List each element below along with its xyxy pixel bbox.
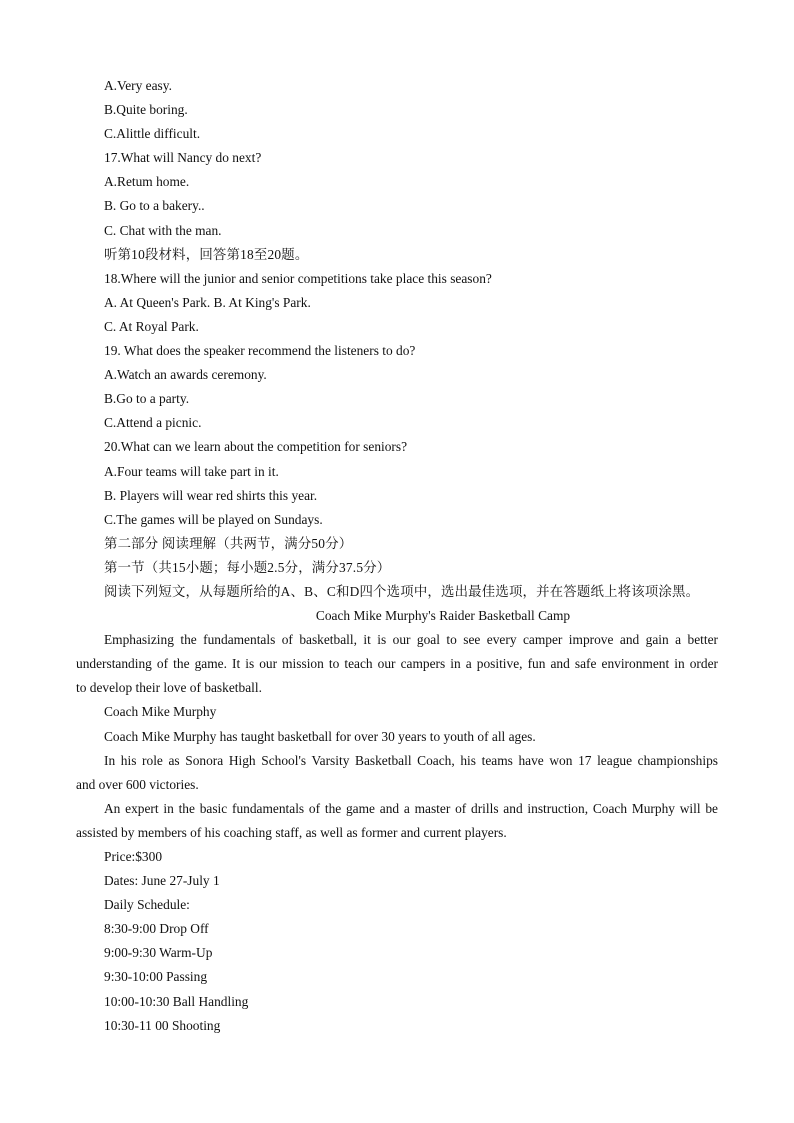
paragraph-line: and over 600 victories.: [76, 776, 199, 792]
coach-heading: Coach Mike Murphy: [104, 704, 217, 720]
option-line: C.Alittle difficult.: [104, 126, 201, 142]
paragraph-line: In his role as Sonora High School's Varsity Basketball Coach, his teams have won 17 league championships: [104, 752, 718, 768]
paragraph-line: assisted by members of his coaching staff, as well as former and current players.: [76, 824, 507, 840]
intro-paragraph: [76, 628, 718, 700]
option-line: B.Quite boring.: [104, 102, 188, 118]
option-line: B.Go to a party.: [104, 391, 190, 407]
reading-instruction: 阅读下列短文，从每题所给的A、B、C和D四个选项中，选出最佳选项，并在答题纸上将该项涂黑。: [104, 583, 700, 599]
option-line: B. Players will wear red shirts this year.: [104, 487, 318, 503]
schedule-item: 8:30-9:00 Drop Off: [104, 921, 209, 937]
price: Price:$300: [104, 849, 163, 864]
option-line: A.Very easy.: [104, 78, 172, 93]
question-20: 20.What can we learn about the competition for seniors?: [104, 439, 408, 455]
schedule-item: 10:30-11 00 Shooting: [104, 1017, 221, 1033]
paragraph-line: An expert in the basic fundamentals of the game and a master of drills and instruction, Coach Murphy will be: [104, 800, 718, 816]
option-line: C.The games will be played on Sundays.: [104, 511, 323, 527]
paragraph-line: understanding of the game. It is our mission to teach our campers in a positive, fun and safe environment in order: [76, 656, 718, 672]
option-line: C. At Royal Park.: [104, 318, 199, 334]
question-17: 17.What will Nancy do next?: [104, 150, 262, 166]
coach-record-paragraph: [76, 749, 718, 797]
option-line: C. Chat with the man.: [104, 222, 222, 238]
schedule-item: 10:00-10:30 Ball Handling: [104, 993, 249, 1009]
question-18: 18.Where will the junior and senior competitions take place this season?: [104, 270, 492, 286]
option-line: A. At Queen's Park. B. At King's Park.: [104, 294, 311, 310]
coach-paragraph: Coach Mike Murphy has taught basketball for over 30 years to youth of all ages.: [104, 728, 536, 744]
dates: Dates: June 27-July 1: [104, 873, 220, 889]
coach-staff-paragraph: [76, 797, 718, 845]
option-line: A.Retum home.: [104, 174, 190, 190]
option-line: A.Four teams will take part in it.: [104, 463, 279, 479]
listening-instruction: 听第10段材料，回答第18至20题。: [104, 246, 309, 262]
schedule-item: 9:00-9:30 Warm-Up: [104, 945, 213, 961]
schedule-item: 9:30-10:00 Passing: [104, 969, 208, 985]
question-19: 19. What does the speaker recommend the listeners to do?: [104, 343, 416, 359]
passage-title: Coach Mike Murphy's Raider Basketball Camp: [315, 608, 571, 624]
option-line: A.Watch an awards ceremony.: [104, 367, 267, 383]
option-line: C.Attend a picnic.: [104, 415, 202, 431]
schedule-heading: Daily Schedule:: [104, 897, 190, 913]
option-line: B. Go to a bakery..: [104, 198, 205, 214]
paragraph-line: to develop their love of basketball.: [76, 680, 262, 696]
section-heading: 第一节（共15小题；每小题2.5分，满分37.5分）: [104, 559, 391, 575]
paragraph-line: Emphasizing the fundamentals of basketball, it is our goal to see every camper improve and gain a better: [104, 632, 718, 648]
part-heading: 第二部分 阅读理解（共两节，满分50分）: [104, 535, 353, 551]
